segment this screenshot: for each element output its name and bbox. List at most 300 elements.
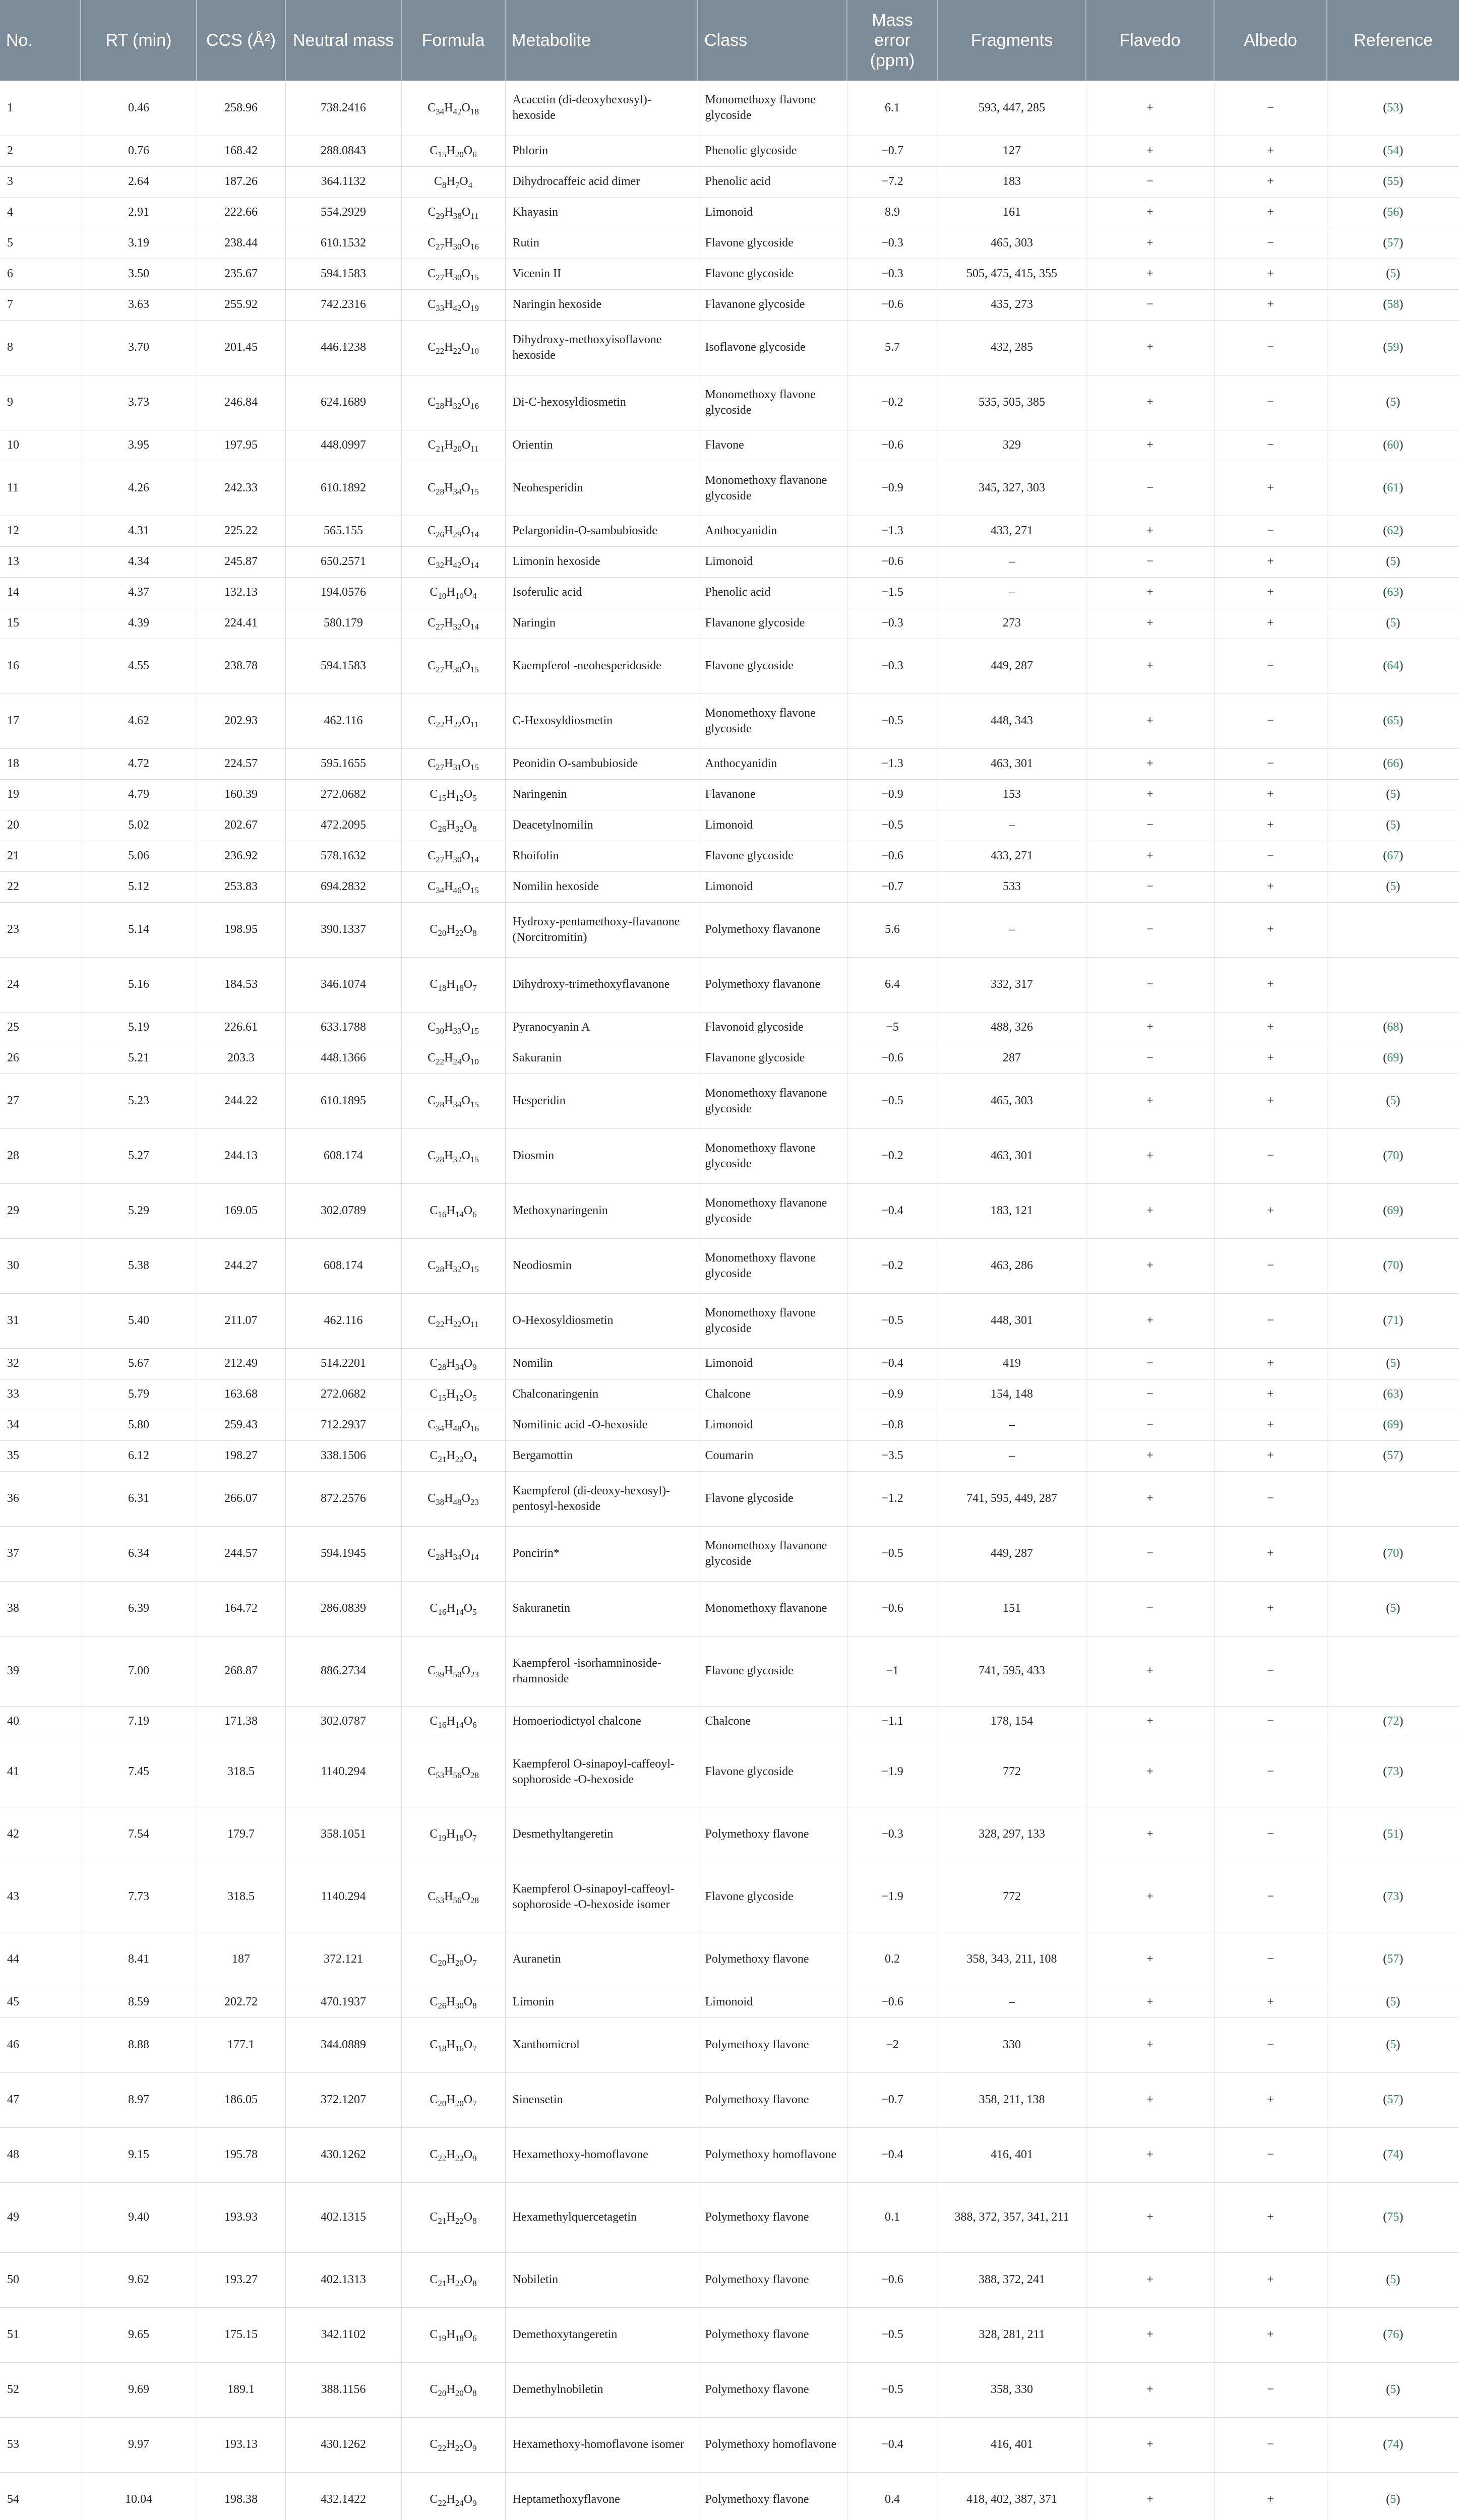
table-row [0,1807,1459,1862]
cell-albedo-presence: − [1214,2018,1327,2072]
reference-link[interactable]: (5) [1386,788,1401,801]
cell-formula: $C_{28}H_{32}O_{15}$ [401,1238,505,1293]
reference-link[interactable]: (66) [1383,757,1404,770]
cell-ccs-value: 253.83 [197,871,285,902]
cell-row-number: 4 [0,197,81,228]
reference-link[interactable]: (5) [1386,2383,1401,2396]
header-ccs: CCS (Å²) [197,0,285,81]
cell-compound-class: Polymethoxy flavone [698,2072,847,2127]
table-row [0,197,1459,228]
cell-metabolite-name: O-Hexosyldiosmetin [505,1293,698,1348]
cell-mass-error: −3.5 [847,1440,938,1471]
cell-compound-class: Limonoid [698,1987,847,2018]
cell-fragments: 358, 211, 138 [938,2072,1086,2127]
cell-formula: $C_{20}H_{20}O_7$ [401,1932,505,1987]
reference-link[interactable]: (76) [1383,2328,1404,2341]
table-row [0,1987,1459,2018]
cell-row-number: 38 [0,1581,81,1636]
table-row [0,841,1459,871]
cell-compound-class: Phenolic acid [698,166,847,197]
reference-link[interactable]: (51) [1383,1828,1404,1841]
cell-retention-time: 6.31 [81,1471,197,1526]
reference-link[interactable]: (70) [1383,1259,1404,1272]
cell-reference [1327,1238,1459,1293]
cell-compound-class: Anthocyanidin [698,748,847,779]
cell-fragments: 178, 154 [938,1706,1086,1737]
cell-retention-time: 5.80 [81,1410,197,1440]
cell-albedo-presence: − [1214,1128,1327,1183]
reference-link[interactable]: (65) [1383,714,1404,727]
cell-flavedo-presence: + [1086,320,1214,375]
cell-compound-class: Polymethoxy homoflavone [698,2417,847,2472]
cell-formula: $C_{21}H_{22}O_4$ [401,1440,505,1471]
cell-flavedo-presence: + [1086,577,1214,608]
cell-row-number: 10 [0,430,81,461]
cell-mass-error: 0.2 [847,1932,938,1987]
cell-ccs-value: 198.27 [197,1440,285,1471]
cell-formula: $C_{29}H_{38}O_{11}$ [401,197,505,228]
cell-ccs-value: 132.13 [197,577,285,608]
reference-link[interactable]: (71) [1383,1314,1404,1327]
cell-fragments: 161 [938,197,1086,228]
cell-albedo-presence: + [1214,2182,1327,2252]
header-formula: Formula [401,0,505,81]
cell-metabolite-name: Kaempferol O-sinapoyl-caffeoyl-sophoroside -O-hexoside [505,1737,698,1807]
cell-ccs-value: 318.5 [197,1737,285,1807]
cell-metabolite-name: Naringin [505,608,698,639]
cell-compound-class: Monomethoxy flavone glycoside [698,1293,847,1348]
table-row [0,1128,1459,1183]
cell-retention-time: 9.65 [81,2307,197,2362]
reference-link[interactable]: (5) [1386,1995,1401,2008]
cell-mass-error: −0.6 [847,289,938,320]
cell-neutral-mass: 1140.294 [285,1862,401,1932]
reference-link[interactable]: (59) [1383,341,1404,354]
cell-albedo-presence: + [1214,136,1327,166]
cell-mass-error: −0.6 [847,841,938,871]
cell-retention-time: 5.14 [81,902,197,957]
cell-row-number: 21 [0,841,81,871]
cell-albedo-presence: + [1214,1183,1327,1238]
reference-link[interactable]: (56) [1383,206,1404,219]
cell-reference [1327,259,1459,289]
cell-neutral-mass: 286.0839 [285,1581,401,1636]
reference-link[interactable]: (57) [1383,1952,1404,1966]
cell-formula: $C_{15}H_{12}O_5$ [401,1379,505,1410]
table-row [0,320,1459,375]
header-mass-error: Mass error (ppm) [847,0,938,81]
cell-fragments: 329 [938,430,1086,461]
cell-neutral-mass: 448.1366 [285,1043,401,1074]
cell-ccs-value: 169.05 [197,1183,285,1238]
cell-reference [1327,228,1459,259]
cell-formula: $C_{34}H_{46}O_{15}$ [401,871,505,902]
cell-row-number: 33 [0,1379,81,1410]
reference-link[interactable]: (70) [1383,1547,1404,1560]
cell-reference [1327,1932,1459,1987]
reference-link[interactable]: (72) [1383,1715,1404,1728]
cell-retention-time: 4.31 [81,516,197,546]
reference-link[interactable]: (5) [1386,880,1401,893]
cell-formula: $C_{22}H_{22}O_{11}$ [401,694,505,748]
cell-row-number: 23 [0,902,81,957]
cell-metabolite-name: Bergamottin [505,1440,698,1471]
reference-link[interactable]: (64) [1383,659,1404,672]
reference-link[interactable]: (5) [1386,1602,1401,1615]
reference-link[interactable]: (63) [1383,586,1404,599]
table-row [0,2127,1459,2182]
reference-link[interactable]: (67) [1383,849,1404,862]
cell-neutral-mass: 462.116 [285,694,401,748]
cell-ccs-value: 198.95 [197,902,285,957]
cell-neutral-mass: 594.1583 [285,259,401,289]
table-row [0,577,1459,608]
cell-flavedo-presence: + [1086,2472,1214,2520]
reference-link[interactable]: (69) [1383,1051,1404,1064]
reference-link[interactable]: (5) [1386,616,1401,629]
cell-reference [1327,2362,1459,2417]
cell-formula: $C_{34}H_{48}O_{16}$ [401,1410,505,1440]
cell-flavedo-presence: + [1086,841,1214,871]
cell-retention-time: 4.79 [81,779,197,810]
cell-reference [1327,2472,1459,2520]
cell-formula: $C_{27}H_{30}O_{15}$ [401,259,505,289]
cell-metabolite-name: Neodiosmin [505,1238,698,1293]
cell-formula: $C_{53}H_{56}O_{28}$ [401,1737,505,1807]
reference-link[interactable]: (57) [1383,2093,1404,2106]
cell-metabolite-name: Khayasin [505,197,698,228]
cell-fragments: 153 [938,779,1086,810]
table-row [0,81,1459,136]
cell-albedo-presence: − [1214,1293,1327,1348]
cell-retention-time: 7.19 [81,1706,197,1737]
reference-link[interactable]: (63) [1383,1388,1404,1401]
cell-fragments: – [938,577,1086,608]
cell-reference [1327,957,1459,1012]
cell-compound-class: Monomethoxy flavone glycoside [698,1238,847,1293]
cell-metabolite-name: Diosmin [505,1128,698,1183]
header-rt: RT (min) [81,0,197,81]
cell-neutral-mass: 448.0997 [285,430,401,461]
reference-link[interactable]: (54) [1383,144,1404,157]
cell-fragments: 388, 372, 241 [938,2252,1086,2307]
cell-row-number: 22 [0,871,81,902]
table-row [0,1012,1459,1043]
cell-neutral-mass: 578.1632 [285,841,401,871]
cell-mass-error: −7.2 [847,166,938,197]
cell-fragments: 448, 343 [938,694,1086,748]
cell-mass-error: −0.6 [847,1043,938,1074]
cell-compound-class: Polymethoxy flavone [698,2472,847,2520]
cell-formula: $C_{18}H_{18}O_7$ [401,957,505,1012]
cell-formula: $C_{27}H_{31}O_{15}$ [401,748,505,779]
cell-mass-error: −0.6 [847,2252,938,2307]
reference-link[interactable]: (69) [1383,1204,1404,1217]
cell-albedo-presence: + [1214,608,1327,639]
cell-reference [1327,136,1459,166]
cell-mass-error: −0.9 [847,461,938,516]
reference-link[interactable]: (5) [1386,2273,1401,2286]
reference-link[interactable]: (5) [1386,818,1401,832]
cell-reference [1327,639,1459,694]
cell-formula: $C_{28}H_{34}O_9$ [401,1348,505,1379]
cell-neutral-mass: 358.1051 [285,1807,401,1862]
cell-neutral-mass: 610.1895 [285,1074,401,1128]
cell-mass-error: −0.7 [847,2072,938,2127]
cell-flavedo-presence: − [1086,1043,1214,1074]
cell-metabolite-name: Dihydroxy-methoxyisoflavone hexoside [505,320,698,375]
cell-reference [1327,1987,1459,2018]
cell-compound-class: Polymethoxy flavone [698,2018,847,2072]
table-row [0,259,1459,289]
reference-link[interactable]: (70) [1383,1149,1404,1162]
cell-albedo-presence: + [1214,1012,1327,1043]
cell-fragments: 535, 505, 385 [938,375,1086,430]
cell-ccs-value: 266.07 [197,1471,285,1526]
cell-ccs-value: 193.13 [197,2417,285,2472]
cell-retention-time: 5.79 [81,1379,197,1410]
cell-retention-time: 5.21 [81,1043,197,1074]
reference-link[interactable]: (5) [1386,396,1401,409]
table-row [0,430,1459,461]
cell-ccs-value: 179.7 [197,1807,285,1862]
cell-reference [1327,1807,1459,1862]
reference-link[interactable]: (61) [1383,481,1404,494]
table-body [0,81,1459,2520]
cell-retention-time: 6.39 [81,1581,197,1636]
cell-ccs-value: 177.1 [197,2018,285,2072]
cell-retention-time: 4.26 [81,461,197,516]
table-row [0,1471,1459,1526]
reference-link[interactable]: (5) [1386,1357,1401,1370]
cell-fragments: 449, 287 [938,639,1086,694]
cell-compound-class: Limonoid [698,1410,847,1440]
cell-flavedo-presence: + [1086,694,1214,748]
cell-metabolite-name: Acacetin (di-deoxyhexosyl)-hexoside [505,81,698,136]
cell-metabolite-name: Nobiletin [505,2252,698,2307]
cell-fragments: 328, 297, 133 [938,1807,1086,1862]
cell-neutral-mass: 472.2095 [285,810,401,841]
cell-albedo-presence: + [1214,166,1327,197]
cell-fragments: 433, 271 [938,841,1086,871]
cell-reference [1327,1074,1459,1128]
cell-row-number: 28 [0,1128,81,1183]
cell-metabolite-name: Demethoxytangeretin [505,2307,698,2362]
cell-row-number: 6 [0,259,81,289]
cell-flavedo-presence: + [1086,2182,1214,2252]
cell-neutral-mass: 470.1937 [285,1987,401,2018]
cell-metabolite-name: Naringin hexoside [505,289,698,320]
cell-ccs-value: 235.67 [197,259,285,289]
reference-link[interactable]: (74) [1383,2438,1404,2451]
cell-mass-error: −0.2 [847,375,938,430]
cell-albedo-presence: − [1214,748,1327,779]
cell-albedo-presence: − [1214,2362,1327,2417]
table-row [0,1636,1459,1706]
cell-flavedo-presence: − [1086,1348,1214,1379]
cell-metabolite-name: Chalconaringenin [505,1379,698,1410]
cell-formula: $C_{21}H_{22}O_8$ [401,2182,505,2252]
reference-link[interactable]: (58) [1383,298,1404,311]
cell-ccs-value: 258.96 [197,81,285,136]
cell-neutral-mass: 554.2929 [285,197,401,228]
cell-row-number: 24 [0,957,81,1012]
cell-retention-time: 6.12 [81,1440,197,1471]
cell-neutral-mass: 272.0682 [285,779,401,810]
table-row [0,1074,1459,1128]
cell-row-number: 25 [0,1012,81,1043]
cell-albedo-presence: − [1214,430,1327,461]
cell-albedo-presence: + [1214,779,1327,810]
cell-row-number: 1 [0,81,81,136]
cell-formula: $C_{21}H_{22}O_8$ [401,2252,505,2307]
cell-neutral-mass: 594.1583 [285,639,401,694]
cell-metabolite-name: Hexamethoxy-homoflavone [505,2127,698,2182]
cell-neutral-mass: 388.1156 [285,2362,401,2417]
cell-flavedo-presence: − [1086,166,1214,197]
cell-ccs-value: 187 [197,1932,285,1987]
cell-formula: $C_{10}H_{10}O_4$ [401,577,505,608]
cell-retention-time: 5.40 [81,1293,197,1348]
cell-ccs-value: 246.84 [197,375,285,430]
reference-link[interactable]: (69) [1383,1418,1404,1431]
cell-mass-error: 8.9 [847,197,938,228]
cell-row-number: 19 [0,779,81,810]
cell-neutral-mass: 694.2832 [285,871,401,902]
cell-retention-time: 8.97 [81,2072,197,2127]
cell-reference [1327,81,1459,136]
cell-metabolite-name: Hydroxy-pentamethoxy-flavanone (Norcitromitin) [505,902,698,957]
cell-mass-error: −0.5 [847,1074,938,1128]
table-row [0,2472,1459,2520]
cell-albedo-presence: + [1214,1987,1327,2018]
cell-retention-time: 3.63 [81,289,197,320]
table-header-row [0,0,1459,81]
cell-neutral-mass: 338.1506 [285,1440,401,1471]
cell-neutral-mass: 302.0787 [285,1706,401,1737]
cell-row-number: 11 [0,461,81,516]
cell-formula: $C_{26}H_{29}O_{14}$ [401,516,505,546]
cell-fragments: 183 [938,166,1086,197]
cell-formula: $C_{28}H_{32}O_{16}$ [401,375,505,430]
cell-retention-time: 4.37 [81,577,197,608]
cell-retention-time: 8.59 [81,1987,197,2018]
cell-fragments: 463, 301 [938,1128,1086,1183]
cell-ccs-value: 226.61 [197,1012,285,1043]
cell-formula: $C_{16}H_{14}O_6$ [401,1706,505,1737]
reference-link[interactable]: (75) [1383,2211,1404,2224]
cell-compound-class: Limonoid [698,546,847,577]
cell-ccs-value: 202.72 [197,1987,285,2018]
cell-neutral-mass: 872.2576 [285,1471,401,1526]
cell-reference [1327,779,1459,810]
cell-mass-error: −0.4 [847,1348,938,1379]
cell-neutral-mass: 402.1313 [285,2252,401,2307]
cell-row-number: 47 [0,2072,81,2127]
cell-retention-time: 5.23 [81,1074,197,1128]
cell-mass-error: −0.5 [847,2362,938,2417]
cell-compound-class: Monomethoxy flavone glycoside [698,375,847,430]
reference-link[interactable]: (73) [1383,1890,1404,1903]
cell-flavedo-presence: + [1086,81,1214,136]
cell-albedo-presence: − [1214,694,1327,748]
cell-retention-time: 4.62 [81,694,197,748]
table-row [0,779,1459,810]
reference-link[interactable]: (62) [1383,524,1404,537]
cell-reference [1327,694,1459,748]
cell-flavedo-presence: − [1086,902,1214,957]
cell-retention-time: 4.34 [81,546,197,577]
cell-neutral-mass: 608.174 [285,1238,401,1293]
cell-mass-error: 0.1 [847,2182,938,2252]
cell-formula: $C_{22}H_{24}O_9$ [401,2472,505,2520]
cell-compound-class: Limonoid [698,197,847,228]
cell-ccs-value: 244.22 [197,1074,285,1128]
cell-mass-error: −0.4 [847,1183,938,1238]
cell-fragments: 533 [938,871,1086,902]
cell-row-number: 40 [0,1706,81,1737]
reference-link[interactable]: (5) [1386,267,1401,280]
reference-link[interactable]: (5) [1386,555,1401,568]
cell-fragments: 433, 271 [938,516,1086,546]
cell-metabolite-name: Rhoifolin [505,841,698,871]
cell-formula: $C_{34}H_{42}O_{18}$ [401,81,505,136]
cell-neutral-mass: 610.1532 [285,228,401,259]
cell-fragments: 741, 595, 433 [938,1636,1086,1706]
cell-flavedo-presence: + [1086,1238,1214,1293]
cell-retention-time: 5.19 [81,1012,197,1043]
reference-link[interactable]: (57) [1383,236,1404,249]
cell-metabolite-name: Sinensetin [505,2072,698,2127]
cell-mass-error: −0.5 [847,2307,938,2362]
cell-formula: $C_{19}H_{18}O_7$ [401,1807,505,1862]
cell-reference [1327,2127,1459,2182]
cell-ccs-value: 198.38 [197,2472,285,2520]
cell-row-number: 43 [0,1862,81,1932]
reference-link[interactable]: (74) [1383,2148,1404,2161]
cell-metabolite-name: Nomilinic acid -O-hexoside [505,1410,698,1440]
reference-link[interactable]: (57) [1383,1449,1404,1462]
reference-link[interactable]: (60) [1383,438,1404,452]
cell-row-number: 48 [0,2127,81,2182]
cell-retention-time: 5.38 [81,1238,197,1293]
cell-mass-error: −0.4 [847,2127,938,2182]
reference-link[interactable]: (55) [1383,175,1404,188]
cell-ccs-value: 202.67 [197,810,285,841]
table-row [0,1183,1459,1238]
cell-metabolite-name: Isoferulic acid [505,577,698,608]
cell-formula: $C_{20}H_{20}O_8$ [401,2362,505,2417]
cell-mass-error: −1.3 [847,516,938,546]
reference-link[interactable]: (5) [1386,1094,1401,1107]
reference-link[interactable]: (5) [1386,2493,1401,2506]
cell-retention-time: 10.04 [81,2472,197,2520]
cell-flavedo-presence: − [1086,1410,1214,1440]
cell-row-number: 30 [0,1238,81,1293]
cell-ccs-value: 244.57 [197,1526,285,1581]
reference-link[interactable]: (5) [1386,2038,1401,2051]
reference-link[interactable]: (53) [1383,101,1404,114]
reference-link[interactable]: (73) [1383,1765,1404,1778]
cell-neutral-mass: 364.1132 [285,166,401,197]
cell-ccs-value: 238.78 [197,639,285,694]
reference-link[interactable]: (68) [1383,1021,1404,1034]
table-row [0,1706,1459,1737]
cell-mass-error: −0.3 [847,608,938,639]
cell-albedo-presence: − [1214,1807,1327,1862]
cell-flavedo-presence: + [1086,2362,1214,2417]
cell-retention-time: 3.70 [81,320,197,375]
